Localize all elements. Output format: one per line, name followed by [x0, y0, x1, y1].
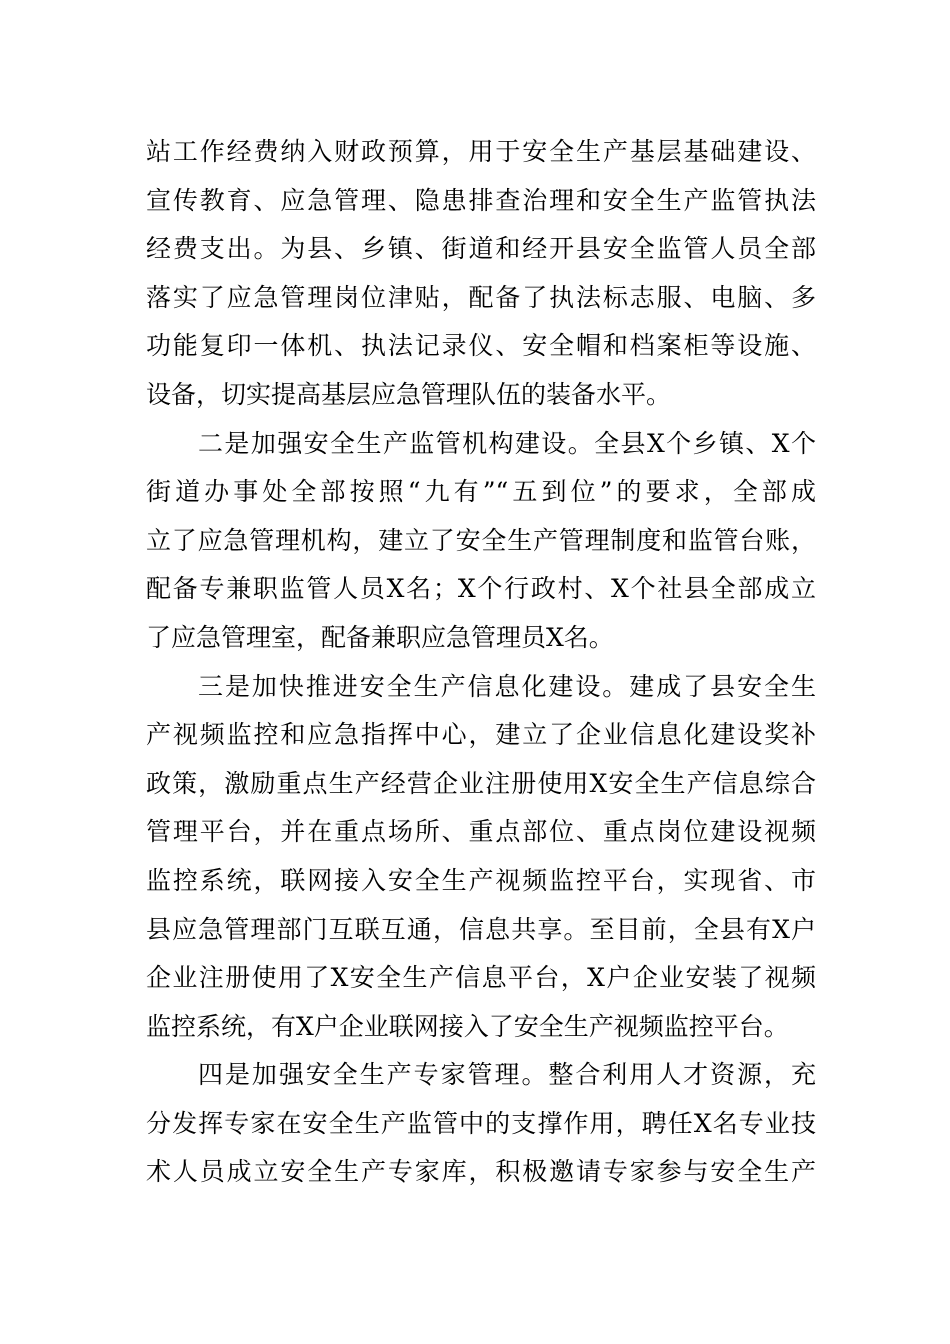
text-line: 县应急管理部门互联互通，信息共享。至目前，全县有X户 [146, 914, 816, 944]
paragraph-start-line: 四是加强安全生产专家管理。整合利用人才资源，充 [198, 1060, 816, 1090]
text-line: 立了应急管理机构，建立了安全生产管理制度和监管台账， [146, 525, 816, 555]
text-line: 监控系统，有X户企业联网接入了安全生产视频监控平台。 [146, 1011, 789, 1041]
text-line: 政策，激励重点生产经营企业注册使用X安全生产信息综合 [146, 768, 816, 798]
text-line: 配备专兼职监管人员X名；X个行政村、X个社县全部成立 [146, 574, 816, 604]
text-line: 站工作经费纳入财政预算，用于安全生产基层基础建设、 [146, 137, 816, 166]
text-line: 管理平台，并在重点场所、重点部位、重点岗位建设视频 [146, 817, 816, 847]
text-line: 术人员成立安全生产专家库，积极邀请专家参与安全生产 [146, 1157, 816, 1187]
paragraph-start-line: 二是加强安全生产监管机构建设。全县X个乡镇、X个 [198, 428, 816, 458]
text-line: 功能复印一体机、执法记录仪、安全帽和档案柜等设施、 [146, 331, 816, 361]
text-line: 了应急管理室，配备兼职应急管理员X名。 [146, 622, 614, 652]
text-line: 监控系统，联网接入安全生产视频监控平台，实现省、市 [146, 865, 816, 895]
text-line: 设备，切实提高基层应急管理队伍的装备水平。 [146, 379, 672, 409]
text-line: 产视频监控和应急指挥中心，建立了企业信息化建设奖补 [146, 720, 816, 750]
paragraph-start-line: 三是加快推进安全生产信息化建设。建成了县安全生 [198, 671, 816, 701]
text-line: 经费支出。为县、乡镇、街道和经开县安全监管人员全部 [146, 234, 816, 264]
text-line: 宣传教育、应急管理、隐患排查治理和安全生产监管执法 [146, 185, 816, 215]
text-line: 分发挥专家在安全生产监管中的支撑作用，聘任X名专业技 [146, 1108, 816, 1138]
text-line: 落实了应急管理岗位津贴，配备了执法标志服、电脑、多 [146, 282, 816, 312]
text-line: 街道办事处全部按照“九有”“五到位”的要求，全部成 [146, 477, 816, 507]
text-line: 企业注册使用了X安全生产信息平台，X户企业安装了视频 [146, 963, 816, 993]
document-body [146, 128, 816, 1197]
